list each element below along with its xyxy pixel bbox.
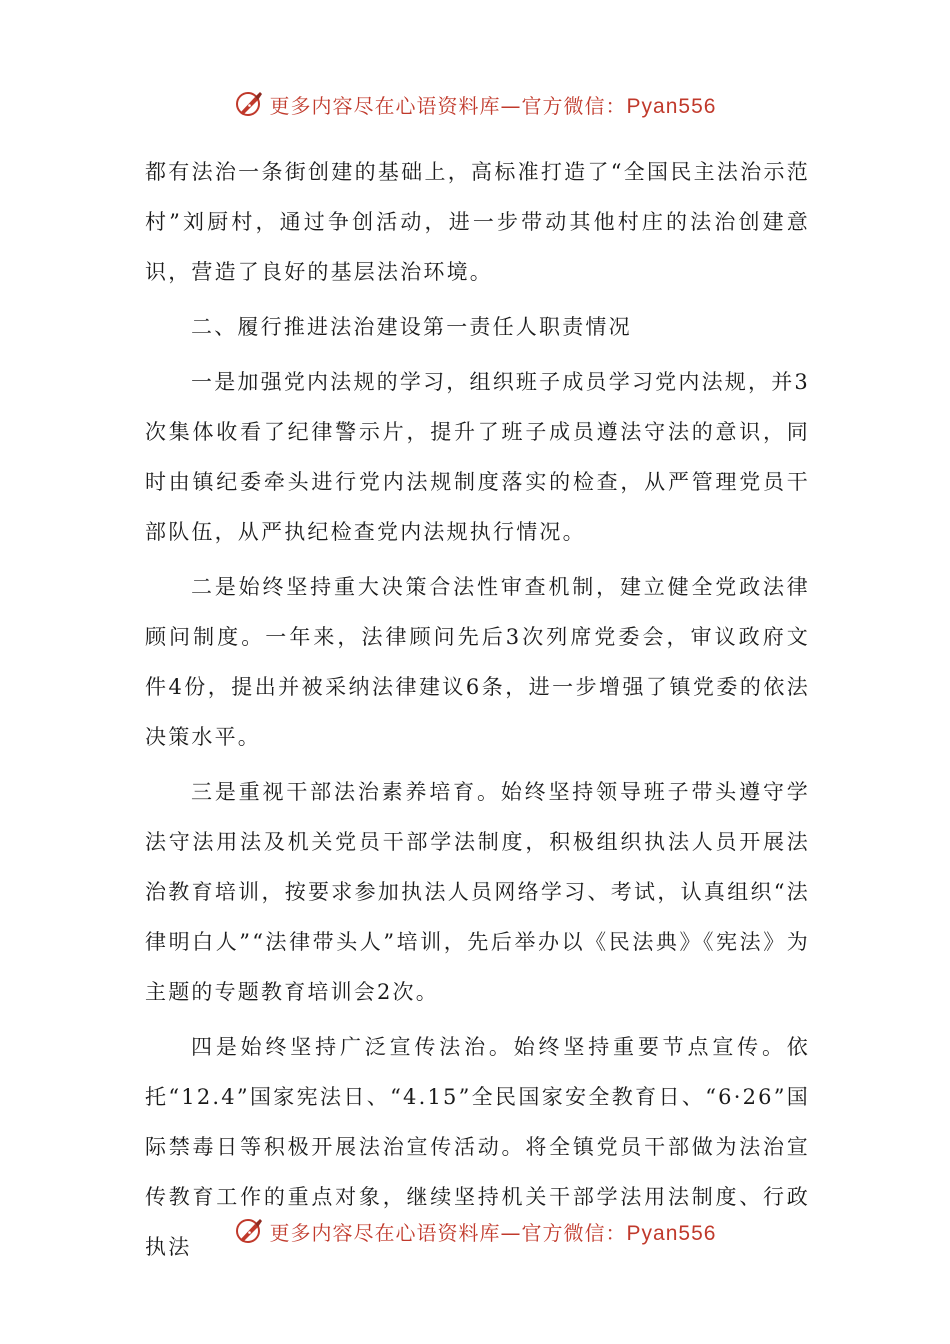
fountain-pen-logo-icon — [234, 89, 264, 119]
paragraph-continued: 都有法治一条街创建的基础上，高标准打造了“全国民主法治示范村”刘厨村，通过争创活动，进一步带动其他村庄的法治创建意识，营造了良好的基层法治环境。 — [145, 160, 810, 284]
section-heading: 二、履行推进法治建设第一责任人职责情况 — [191, 315, 632, 339]
watermark-text: 更多内容尽在心语资料库—官方微信：Pyan556 — [269, 93, 717, 118]
paragraph-item-1: 一是加强党内法规的学习，组织班子成员学习党内法规，并3次集体收看了纪律警示片，提升了班子成员遵法守法的意识，同时由镇纪委牵头进行党内法规制度落实的检查，从严管理党员干部队伍，从严执纪检查党内法规执行情况。 — [145, 370, 810, 544]
header-watermark — [0, 84, 950, 124]
paragraph-item-2: 二是始终坚持重大决策合法性审查机制，建立健全党政法律顾问制度。一年来，法律顾问先后3次列席党委会，审议政府文件4份，提出并被采纳法律建议6条，进一步增强了镇党委的依法决策水平。 — [145, 575, 810, 749]
watermark-text: 更多内容尽在心语资料库—官方微信：Pyan556 — [269, 1220, 717, 1245]
document-body — [145, 147, 810, 1277]
fountain-pen-logo-icon — [234, 1216, 264, 1246]
paragraph-item-3: 三是重视干部法治素养培育。始终坚持领导班子带头遵守学法守法用法及机关党员干部学法制度，积极组织执法人员开展法治教育培训，按要求参加执法人员网络学习、考试，认真组织“法律明白人”“法律带头人”培训，先后举办以《民法典》《宪法》为主题的专题教育培训会2次。 — [145, 780, 810, 1004]
footer-watermark — [0, 1211, 950, 1251]
paragraph-item-4: 四是始终坚持广泛宣传法治。始终坚持重要节点宣传。依托“12.4”国家宪法日、“4.15”全民国家安全教育日、“6·26”国际禁毒日等积极开展法治宣传活动。将全镇党员干部做为法治宣传教育工作的重点对象，继续坚持机关干部学法用法制度、行政执法 — [145, 1035, 810, 1259]
